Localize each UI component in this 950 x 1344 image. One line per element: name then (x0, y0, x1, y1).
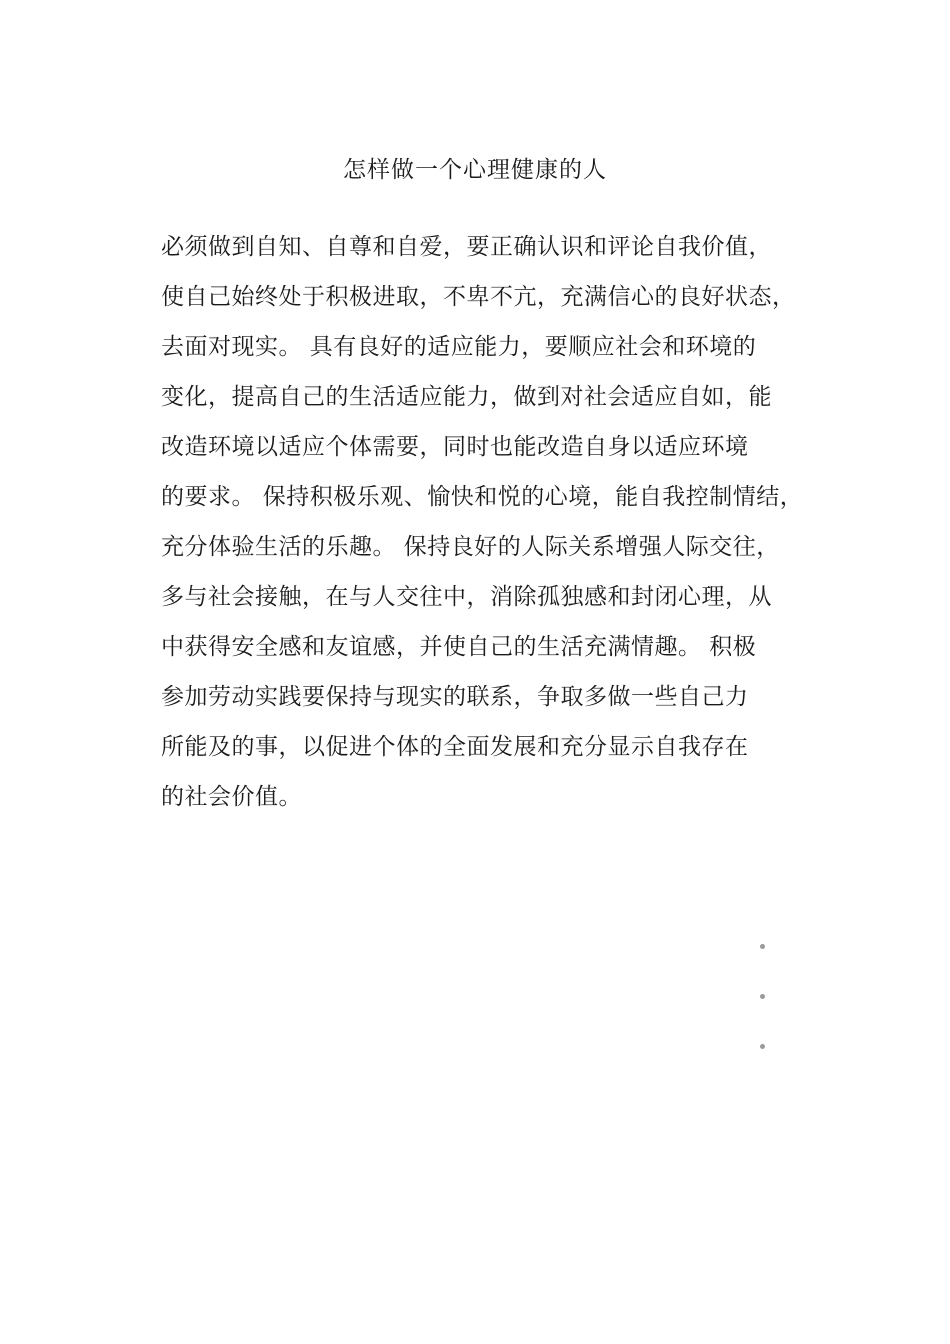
document-title: 怎样做一个心理健康的人 (343, 157, 607, 183)
document-body (161, 222, 821, 822)
dot-icon (760, 944, 765, 949)
body-line: 去面对现实。 具有良好的适应能力，要顺应社会和环境的 (161, 334, 757, 360)
body-line: 多与社会接触，在与人交往中，消除孤独感和封闭心理，从 (161, 584, 772, 610)
body-line: 的社会价值。 (161, 784, 302, 810)
decorative-dots (760, 944, 768, 1094)
body-line: 参加劳动实践要保持与现实的联系，争取多做一些自己力 (161, 684, 749, 710)
dot-icon (760, 994, 765, 999)
body-line: 中获得安全感和友谊感，并使自己的生活充满情趣。 积极 (161, 634, 757, 660)
body-line: 的要求。 保持积极乐观、愉快和悦的心境，能自我控制情结， (161, 484, 804, 510)
body-line: 使自己始终处于积极进取，不卑不亢，充满信心的良好状态， (161, 284, 796, 310)
dot-icon (760, 1044, 765, 1049)
body-line: 所能及的事，以促进个体的全面发展和充分显示自我存在 (161, 734, 749, 760)
body-line: 充分体验生活的乐趣。 保持良好的人际关系增强人际交往， (161, 534, 780, 560)
body-line: 必须做到自知、自尊和自爱，要正确认识和评论自我价值， (161, 234, 772, 260)
body-line: 改造环境以适应个体需要，同时也能改造自身以适应环境 (161, 434, 749, 460)
body-line: 变化，提高自己的生活适应能力，做到对社会适应自如，能 (161, 384, 772, 410)
